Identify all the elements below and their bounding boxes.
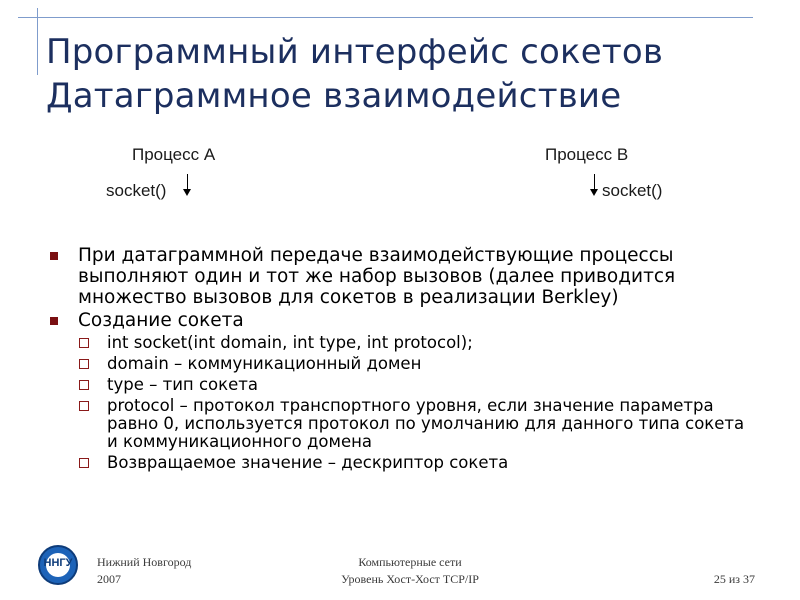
bullet-item (50, 310, 750, 331)
arrow-down-a-icon (183, 174, 192, 198)
bullet-list (50, 245, 750, 472)
sub-bullet-item (50, 355, 750, 373)
sub-bullet-item (50, 397, 750, 451)
footer-course (300, 554, 520, 588)
sub-bullet-item (50, 454, 750, 472)
checkbox-bullet-icon (79, 458, 89, 468)
slide-title (46, 30, 663, 118)
checkbox-bullet-icon (79, 338, 89, 348)
left-rule (37, 8, 38, 75)
bullet-item (50, 245, 750, 308)
square-bullet-icon (50, 252, 58, 260)
university-logo-icon (38, 545, 78, 585)
checkbox-bullet-icon (79, 359, 89, 369)
arrow-down-b-icon (590, 174, 599, 198)
footer-year: 2007 (97, 572, 121, 586)
socket-call-b: socket() (602, 181, 663, 200)
title-line-2: Датаграммное взаимодействие (46, 76, 622, 116)
footer-city: Нижний Новгород (97, 555, 192, 569)
sub-bullet-item (50, 376, 750, 394)
square-bullet-icon (50, 317, 58, 325)
sub-bullet-text: domain – коммуникационный домен (107, 354, 422, 373)
top-rule (18, 17, 753, 18)
sub-bullet-text: int socket(int domain, int type, int protocol); (107, 333, 473, 352)
footer-location (97, 554, 191, 588)
process-b-label: Процесс B (545, 145, 629, 164)
logo-text: ННГУ (43, 557, 73, 569)
process-a-label: Процесс A (132, 145, 216, 164)
checkbox-bullet-icon (79, 401, 89, 411)
footer-course-title: Компьютерные сети (358, 555, 462, 569)
checkbox-bullet-icon (79, 380, 89, 390)
page-number: 25 из 37 (713, 572, 755, 586)
sub-bullet-item (50, 334, 750, 352)
bullet-text: При датаграммной передаче взаимодействующие процессы выполняют один и тот же набор вызовов (далее приводится множество вызовов для сокетов в реализации Berkley) (78, 245, 676, 308)
title-line-1: Программный интерфейс сокетов (46, 32, 664, 72)
footer-topic: Уровень Хост-Хост TCP/IP (341, 572, 479, 586)
sub-bullet-text: Возвращаемое значение – дескриптор сокета (107, 453, 509, 472)
sub-bullet-text: protocol – протокол транспортного уровня, если значение параметра равно 0, используется протокол по умолчанию для данного типа сокета и коммуникационного домена (107, 396, 745, 451)
sub-bullet-text: type – тип сокета (107, 375, 258, 394)
bullet-text: Создание сокета (78, 310, 244, 331)
socket-call-a: socket() (106, 181, 167, 200)
